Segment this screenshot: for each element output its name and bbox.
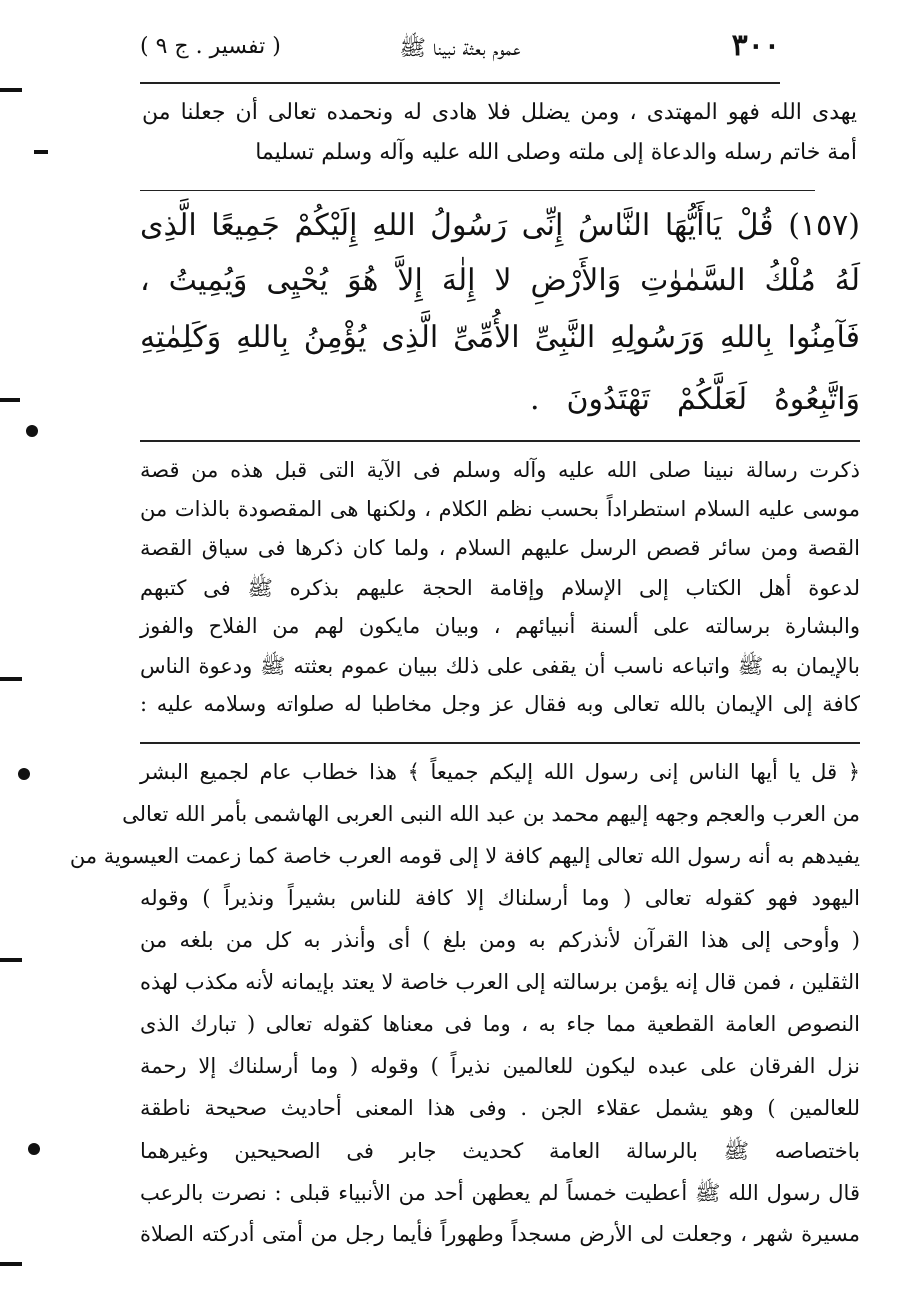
page-number: ٣٠٠ (731, 28, 780, 63)
verse-bottom-rule (140, 440, 860, 442)
scan-mark (0, 398, 20, 402)
commentary-line: ذكرت رسالة نبينا صلى الله عليه وآله وسلم فى الآية التى قبل هذه من قصة (140, 458, 860, 482)
tafsir-line: ( وأوحى إلى هذا القرآن لأنذركم به ومن بلغ ) أى وأنذر به كل من بلغه من (140, 928, 860, 952)
intro-line: أمة خاتم رسله والدعاة إلى ملته وصلى الله عليه وآله وسلم تسليما (255, 140, 857, 165)
scan-dot (26, 425, 38, 437)
tafsir-line: قال رسول الله ﷺ أعطيت خمساً لم يعطهن أحد من الأنبياء قبلى : نصرت بالرعب (140, 1181, 860, 1205)
commentary-line: بالإيمان به ﷺ واتباعه ناسب أن يقفى على ذلك ببيان عموم بعثته ﷺ ودعوة الناس (140, 654, 860, 678)
scan-mark (0, 1262, 22, 1266)
commentary-line: كافة إلى الإيمان بالله تعالى وبه فقال عز وجل مخاطبا له صلواته وسلامه عليه : (140, 692, 860, 716)
commentary-line: القصة ومن سائر قصص الرسل عليهم السلام ، ولما كان ذكرها فى سياق القصة (140, 536, 860, 560)
tafsir-line: نزل الفرقان على عبده ليكون للعالمين نذيراً ) وقوله ( وما أرسلناك إلا رحمة (140, 1054, 860, 1078)
verse-line: فَآمِنُوا بِاللهِ وَرَسُولِهِ النَّبِىِّ الأُمِّىِّ الَّذِى يُؤْمِنُ بِاللهِ وَكَلِمٰتِهِ (140, 320, 860, 355)
tafsir-line: الثقلين ، فمن قال إنه يؤمن برسالته إلى العرب خاصة لا يعتد بإيمانه لأنه مكذب لهذه (140, 970, 860, 994)
tafsir-line: ﴿ قل يا أيها الناس إنى رسول الله إليكم جميعاً ﴾ هذا خطاب عام لجميع البشر (140, 760, 860, 784)
tafsir-line: يفيدهم به أنه رسول الله تعالى إليهم كافة لا إلى قومه العرب خاصة كما زعمت العيسوية من (69, 844, 860, 868)
verse-line: (١٥٧) قُلْ يَاأَيُّهَا النَّاسُ إِنِّى رَسُولُ اللهِ إِلَيْكُمْ جَمِيعًا الَّذِى (140, 208, 860, 243)
scan-mark (34, 150, 48, 154)
running-title: عموم بعثة نبينا ﷺ (399, 36, 521, 61)
running-header (140, 28, 780, 74)
tafsir-line: من العرب والعجم وجهه إليهم محمد بن عبد الله النبى العربى الهاشمى بأمر الله تعالى (122, 802, 860, 826)
tafsir-line: النصوص العامة القطعية مما جاء به ، وما فى معناها كقوله تعالى ( تبارك الذى (140, 1012, 860, 1036)
volume-label: ( تفسير . ج ٩ ) (140, 34, 281, 59)
scan-dot (28, 1143, 40, 1155)
header-rule (140, 82, 780, 84)
intro-line: يهدى الله فهو المهتدى ، ومن يضلل فلا هادى له ونحمده تعالى أن جعلنا من (142, 100, 857, 125)
commentary-line: والبشارة برسالته على ألسنة أنبيائهم ، وبيان مايكون لهم من الفلاح والفوز (140, 614, 860, 638)
tafsir-line: اليهود فهو كقوله تعالى ( وما أرسلناك إلا كافة للناس بشيراً ونذيراً ) وقوله (140, 886, 860, 910)
verse-top-rule (140, 190, 815, 191)
verse-line: لَهُ مُلْكُ السَّمٰوٰتِ وَالأَرْضِ لا إِلٰهَ إِلاَّ هُوَ يُحْيِى وَيُمِيتُ ، (140, 263, 860, 298)
tafsir-line: باختصاصه ﷺ بالرسالة العامة كحديث جابر فى الصحيحين وغيرهما (140, 1139, 860, 1163)
tafsir-line: مسيرة شهر ، وجعلت لى الأرض مسجداً وطهوراً فأيما رجل من أمتى أدركته الصلاة (140, 1222, 860, 1246)
scan-mark (0, 88, 22, 92)
commentary-rule (140, 742, 860, 744)
scan-mark (0, 677, 22, 681)
scan-dot (18, 768, 30, 780)
commentary-line: لدعوة أهل الكتاب إلى الإسلام وإقامة الحجة عليهم بذكره ﷺ فى كتبهم (140, 576, 860, 600)
tafsir-line: للعالمين ) وهو يشمل عقلاء الجن . وفى هذا المعنى أحاديث صحيحة ناطقة (140, 1096, 860, 1120)
commentary-line: موسى عليه السلام استطراداً بحسب نظم الكلام ، ولكنها هى المقصودة بالذات من (140, 497, 860, 521)
scan-mark (0, 958, 22, 962)
verse-line: وَاتَّبِعُوهُ لَعَلَّكُمْ تَهْتَدُونَ . (530, 382, 860, 417)
